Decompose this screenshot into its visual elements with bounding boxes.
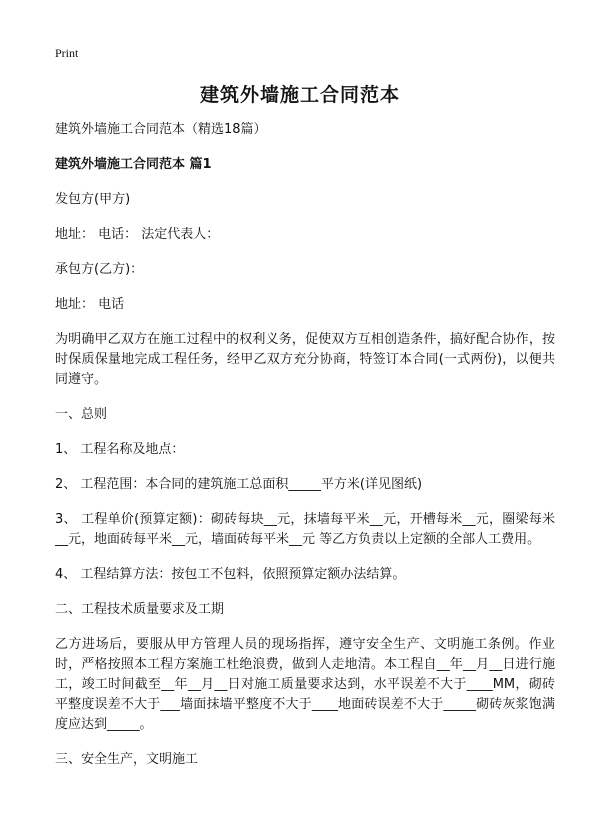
clause-1: 1、 工程名称及地点： — [55, 442, 185, 457]
party-a-contact: 地址： 电话： 法定代表人： — [55, 227, 220, 242]
section-heading: 建筑外墙施工合同范本 篇1 — [55, 157, 212, 172]
section-general-heading: 一、总则 — [55, 407, 108, 422]
clause-4: 4、 工程结算方法：按包工不包料，依照预算定额办法结算。 — [55, 567, 406, 582]
quality-paragraph: 乙方进场后，要服从甲方管理人员的现场指挥，遵守安全生产、文明施工条例。作业时，严格按照本工程方案施工杜绝浪费，做到人走地清。本工程自__年__月__日进行施工，竣工时间截至__年__月__日对施工质量要求达到，水平误差不大于____MM，砌砖平整度误差不大于___墙面抹墙平整度不大于____地面砖误差不大于_____砌砖灰浆饱满度应达到_____。 — [55, 637, 555, 732]
preamble-paragraph: 为明确甲乙双方在施工过程中的权利义务，促使双方互相创造条件，搞好配合协作，按时保质保量地完成工程任务，经甲乙双方充分协商，特签订本合同(一式两份)，以便共同遵守。 — [55, 332, 555, 387]
section-safety-heading: 三、安全生产，文明施工 — [55, 752, 199, 767]
section-quality-heading: 二、工程技术质量要求及工期 — [55, 602, 225, 617]
party-a-label: 发包方(甲方) — [55, 192, 131, 207]
clause-2: 2、 工程范围：本合同的建筑施工总面积_____平方米(详见图纸) — [55, 477, 423, 492]
party-b-label: 承包方(乙方)： — [55, 262, 144, 277]
party-b-contact: 地址： 电话 — [55, 297, 125, 312]
document-title: 建筑外墙施工合同范本 — [199, 84, 400, 106]
clause-3: 3、 工程单价(预算定额)：砌砖每块__元，抹墙每平米__元，开槽每米__元，圈梁每米__元，地面砖每平米__元，墙面砖每平米__元 等乙方负责以上定额的全部人工费用。 — [55, 512, 555, 547]
document-subtitle: 建筑外墙施工合同范本（精选18篇） — [55, 122, 267, 137]
document-body — [55, 120, 555, 785]
print-link[interactable]: Print — [55, 46, 79, 60]
